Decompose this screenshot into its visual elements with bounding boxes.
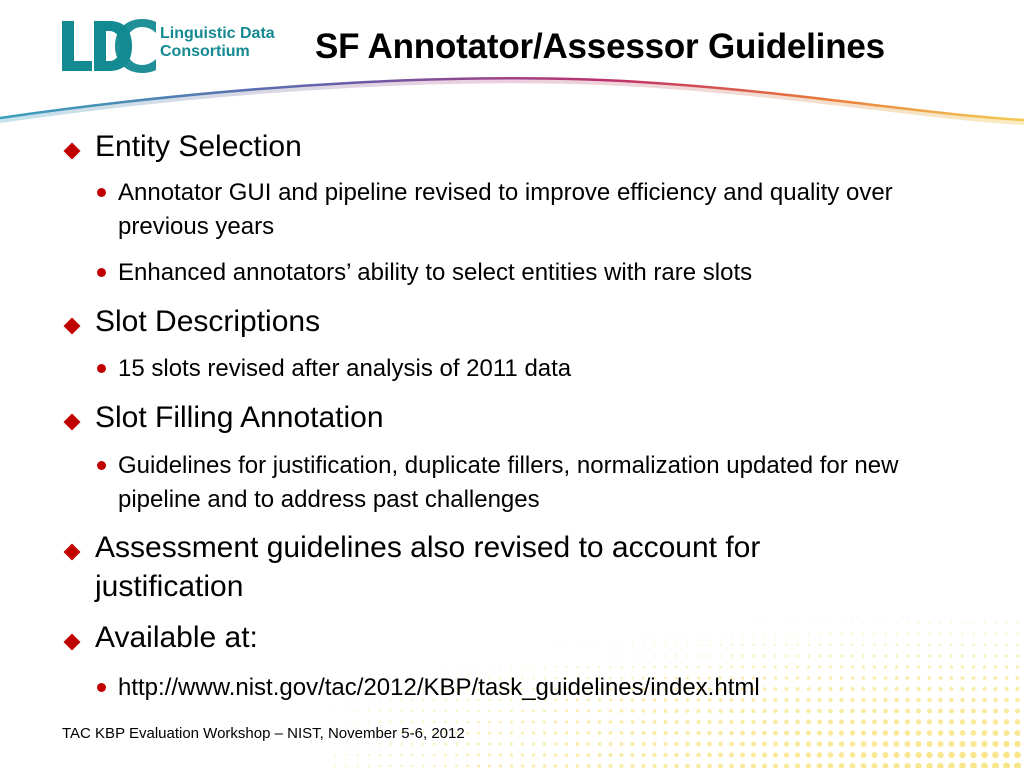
round-bullet-icon: [97, 461, 106, 470]
logo-line-1: Linguistic Data: [160, 25, 275, 42]
round-bullet-icon: [97, 268, 106, 277]
bullet-slot-filling: Slot Filling Annotation: [95, 401, 384, 434]
round-bullet-icon: [97, 364, 106, 373]
slide-title: SF Annotator/Assessor Guidelines: [315, 27, 885, 66]
slide-footer: TAC KBP Evaluation Workshop – NIST, November 5-6, 2012: [62, 725, 465, 742]
logo-line-2: Consortium: [160, 43, 250, 60]
bullet-assessment: Assessment guidelines also revised to account for justification: [95, 531, 761, 603]
diamond-bullet-icon: [64, 318, 81, 335]
bullet-slot-descriptions: Slot Descriptions: [95, 305, 321, 338]
sub-bullet-enhanced-annotators: Enhanced annotators’ ability to select entities with rare slots: [118, 259, 753, 286]
diamond-bullet-icon: [64, 544, 81, 561]
diamond-bullet-icon: [64, 414, 81, 431]
sub-bullet-annotator-gui: Annotator GUI and pipeline revised to improve efficiency and quality over previous years: [118, 179, 893, 240]
diamond-bullet-icon: [64, 634, 81, 651]
diamond-bullet-icon: [64, 143, 81, 160]
bullet-available-at: Available at:: [95, 621, 258, 654]
bullet-entity-selection: Entity Selection: [95, 130, 302, 163]
sub-bullet-guidelines: Guidelines for justification, duplicate fillers, normalization updated for new pipeline and to address past challenges: [118, 452, 899, 513]
sub-bullet-15-slots: 15 slots revised after analysis of 2011 data: [118, 355, 572, 382]
guidelines-link[interactable]: http://www.nist.gov/tac/2012/KBP/task_guidelines/index.html: [118, 674, 760, 701]
round-bullet-icon: [97, 188, 106, 197]
round-bullet-icon: [97, 683, 106, 692]
